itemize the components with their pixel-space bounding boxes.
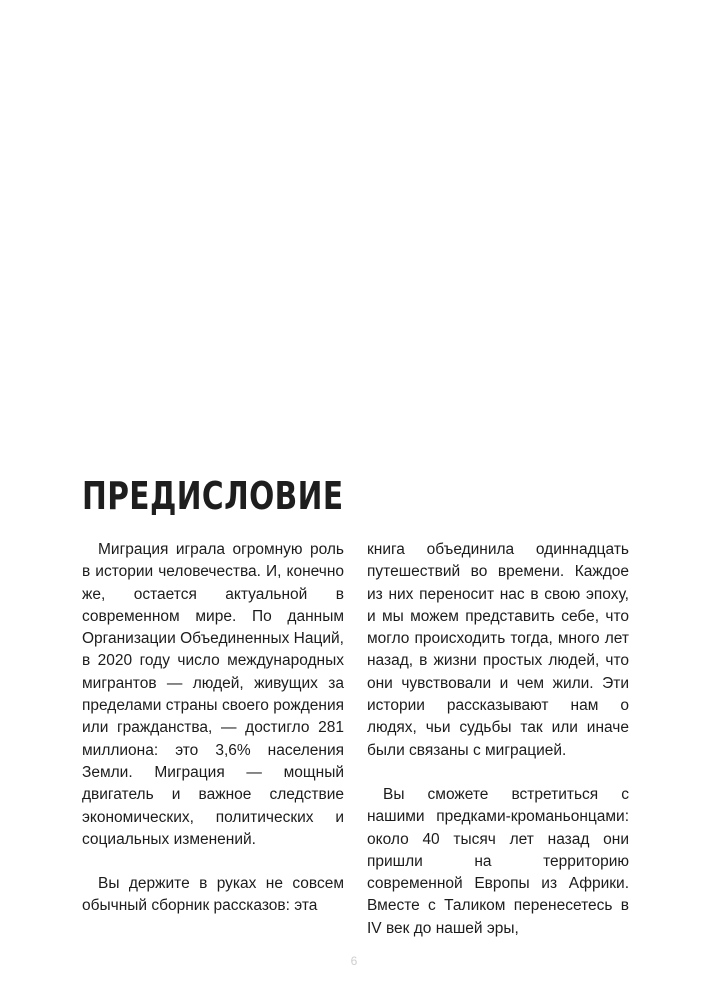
paragraph-gap [367, 762, 629, 784]
left-paragraph-2: Вы держите в руках не совсем обычный сборник рассказов: эта [82, 875, 344, 915]
right-paragraph-1: книга объединила одиннадцать путешествий во времени. Каждое из них переносит нас в свою эпоху, и мы можем представить себе, что могло происходить тогда, много лет назад, в жизни простых людей, что они чувствовали и чем жили. Эти истории рассказывают нам о людях, чьи судьбы так или иначе были связаны с миграцией. [367, 541, 629, 759]
right-paragraph-2: Вы сможете встретиться с нашими предками-кроманьонцами: около 40 тысяч лет назад они пришли на территорию современной Европы из Африки. Вместе с Таликом перенесетесь в IV век до нашей эры, [367, 785, 629, 937]
paragraph-gap [82, 851, 344, 873]
page-number: 6 [350, 954, 358, 968]
left-paragraph-1: Миграция играла огромную роль в истории человечества. И, конечно же, остается актуальной в современном мире. По данным Организации Объединенных Наций, в 2020 году число международных мигрантов — людей, живущих за пределами страны своего рождения или гражданства, — достигло 281 миллиона: это 3,6% населения Земли. Миграция — мощный двигатель и важное следствие экономических, политических и социальных изменений. [82, 541, 344, 848]
page-title: ПРЕДИСЛОВИЕ [82, 474, 344, 518]
right-column [367, 539, 629, 940]
left-column [82, 539, 344, 918]
